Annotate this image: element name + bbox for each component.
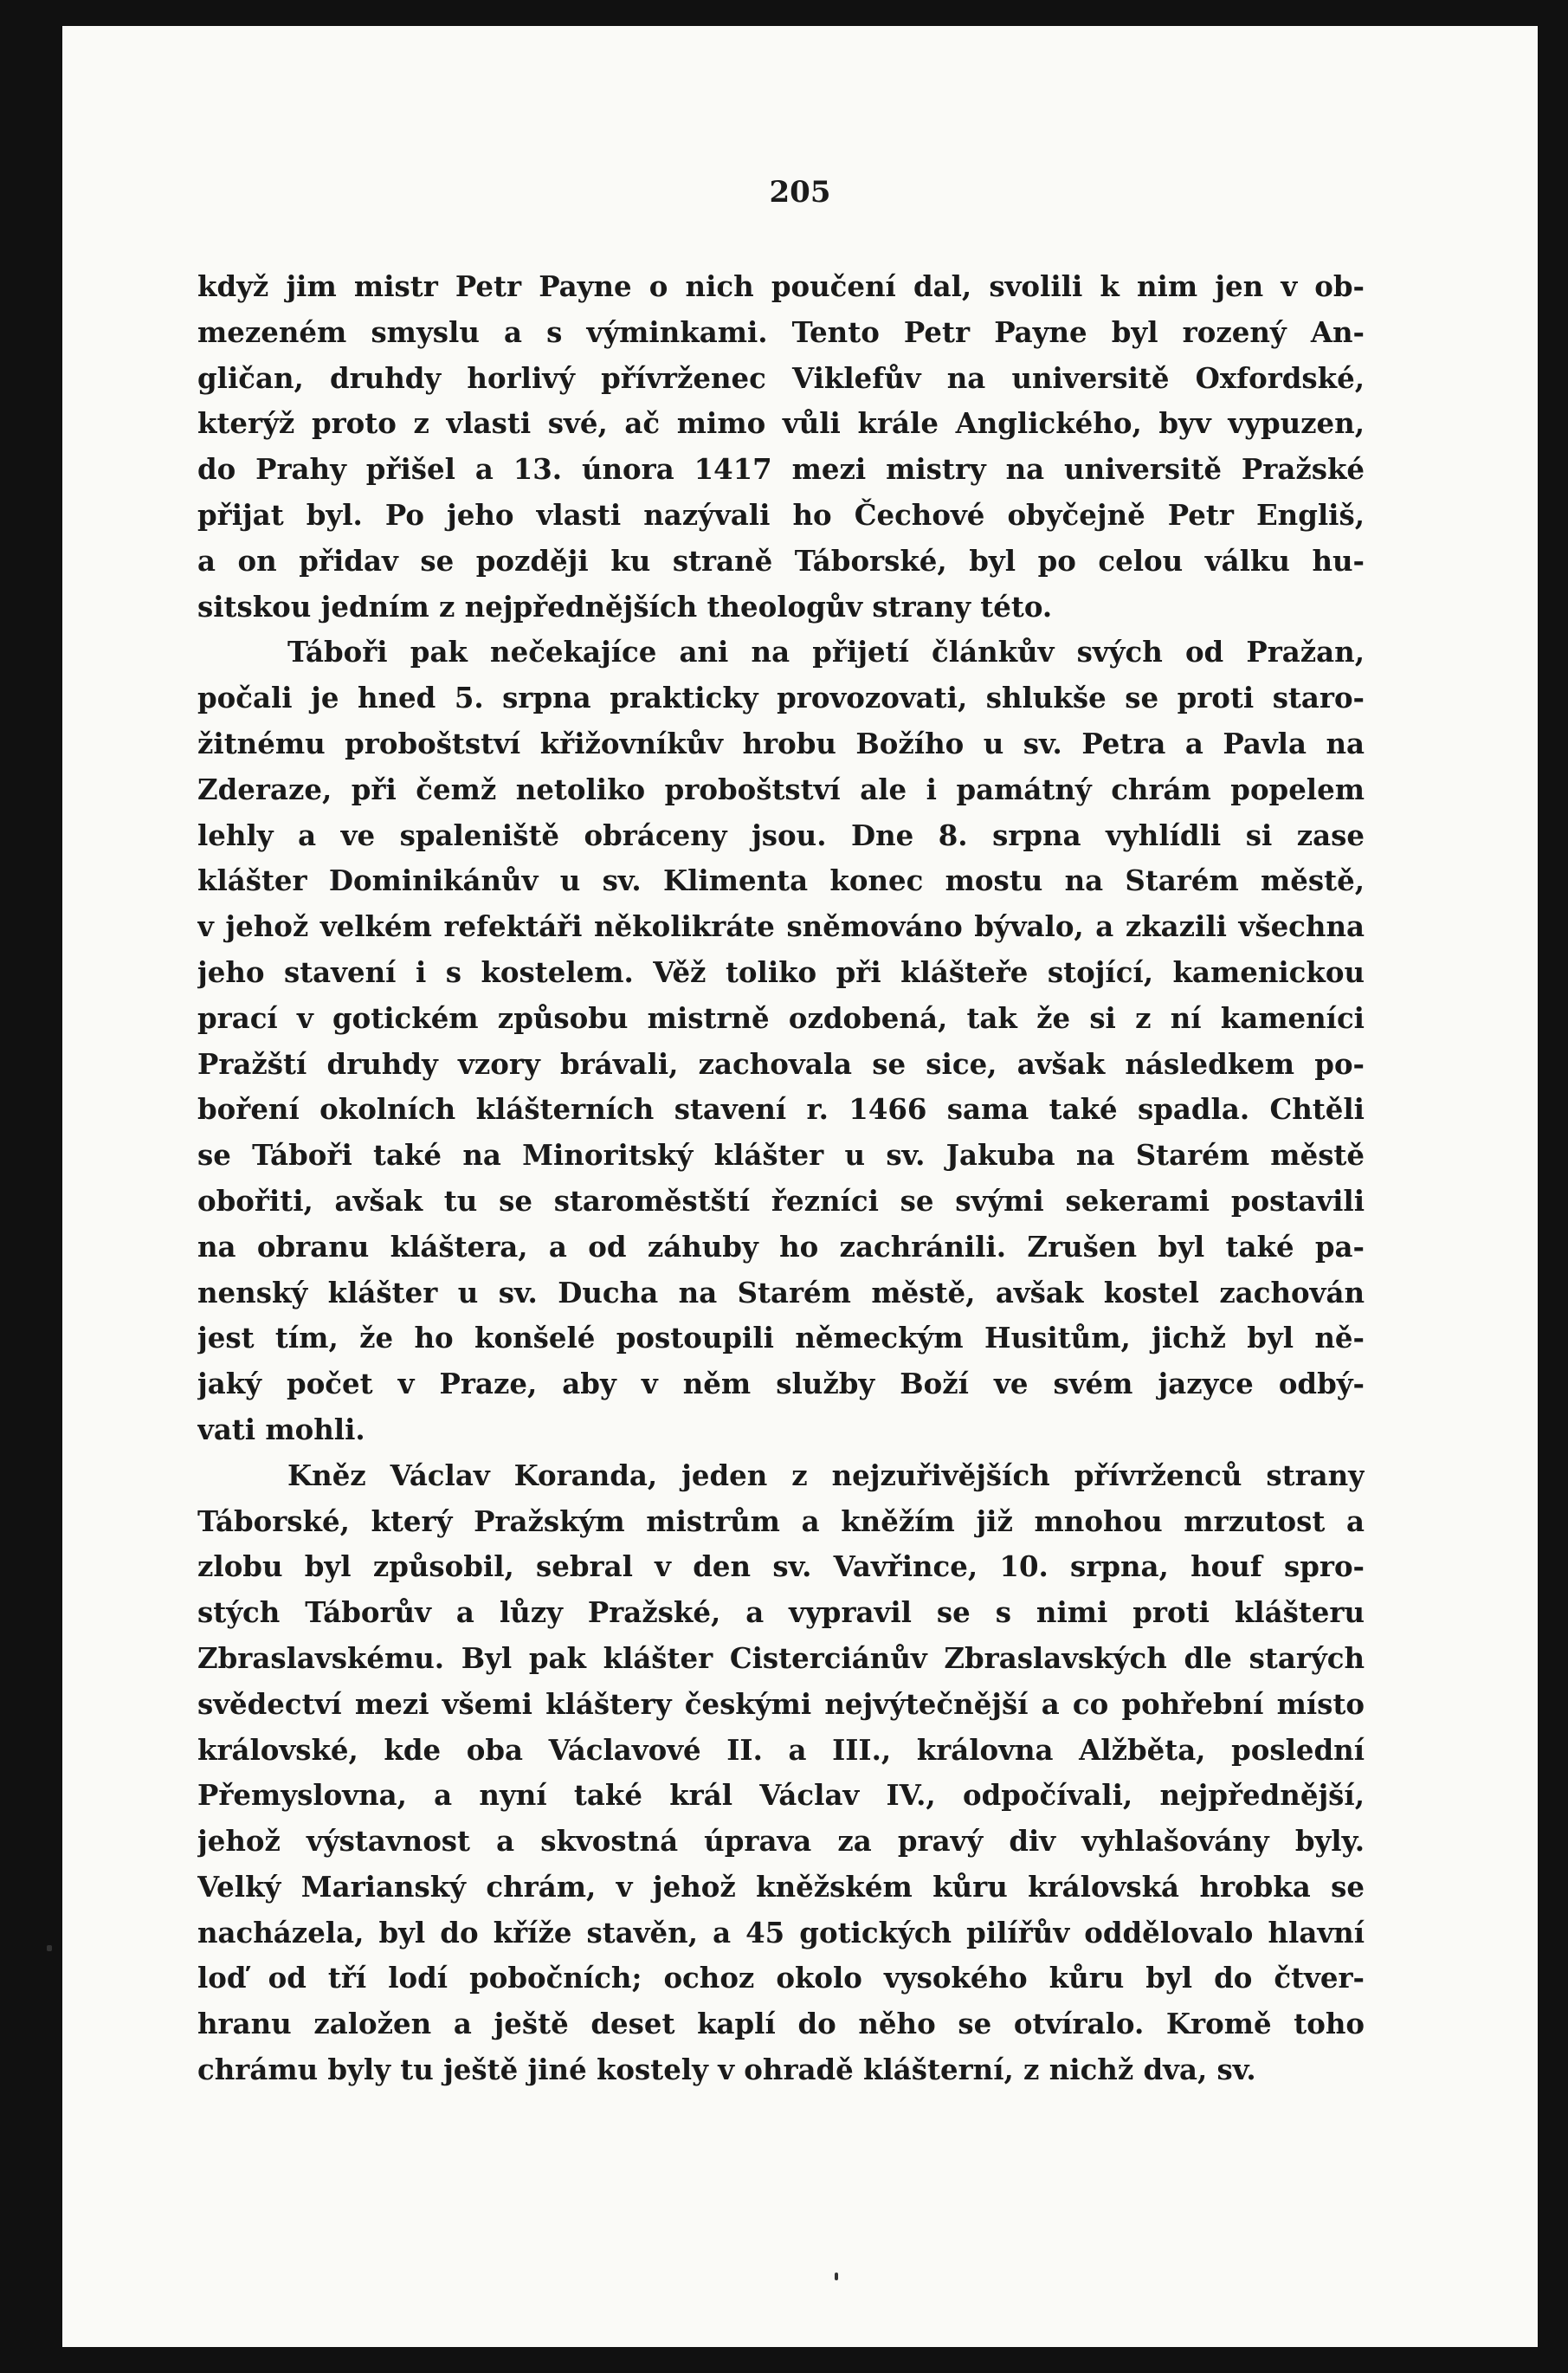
text-line: obořiti, avšak tu se staroměstští řezníci se svými sekerami postavili: [197, 1184, 1365, 1218]
body-text: [197, 264, 1365, 2093]
text-line: boření okolních klášterních stavení r. 1466 sama také spadla. Chtěli: [197, 1093, 1365, 1127]
text-line: Kněz Václav Koranda, jeden z nejzuřivějších přívrženců strany: [287, 1458, 1365, 1492]
text-line: nacházela, byl do kříže stavěn, a 45 gotických pilířův oddělovalo hlavní: [197, 1916, 1365, 1949]
paragraph: [197, 1453, 1365, 2093]
page-number: 205: [769, 175, 831, 210]
text-line: prací v gotickém způsobu mistrně ozdobená, tak že si z ní kameníci: [197, 1001, 1365, 1035]
text-line: sitskou jedním z nejpřednějších theologův strany této.: [197, 590, 1053, 624]
text-line: vati mohli.: [197, 1413, 365, 1446]
text-line: zlobu byl způsobil, sebral v den sv. Vavřince, 10. srpna, houf spro-: [197, 1550, 1365, 1584]
text-line: žitnému proboštství křižovníkův hrobu Božího u sv. Petra a Pavla na: [197, 727, 1365, 760]
text-line: se Táboři také na Minoritský klášter u sv. Jakuba na Starém městě: [197, 1139, 1365, 1173]
text-line: Zbraslavskému. Byl pak klášter Cisterciánův Zbraslavských dle starých: [197, 1641, 1365, 1675]
scan-speck: [47, 1945, 52, 1951]
text-line: královské, kde oba Václavové II. a III., královna Alžběta, poslední: [197, 1733, 1365, 1767]
text-line: Zderaze, při čemž netoliko proboštství ale i památný chrám popelem: [197, 773, 1365, 806]
text-line: lehly a ve spaleniště obráceny jsou. Dne 8. srpna vyhlídli si zase: [197, 818, 1365, 852]
text-line: Táboři pak nečekajíce ani na přijetí článkův svých od Pražan,: [287, 636, 1365, 669]
paragraph: [197, 630, 1365, 1452]
scan-speck: [835, 2273, 838, 2280]
book-page: [62, 26, 1538, 2347]
text-line: a on přidav se později ku straně Táborské, byl po celou válku hu-: [197, 544, 1365, 578]
text-line: v jehož velkém refektáři několikráte sněmováno bývalo, a zkazili všechna: [197, 910, 1365, 944]
text-line: na obranu kláštera, a od záhuby ho zachránili. Zrušen byl také pa-: [197, 1230, 1365, 1264]
paragraph: [197, 264, 1365, 630]
text-line: když jim mistr Petr Payne o nich poučení dal, svolili k nim jen v ob-: [197, 270, 1365, 303]
text-line: stých Táborův a lůzy Pražské, a vypravil se s nimi proti klášteru: [197, 1596, 1365, 1630]
text-line: přijat byl. Po jeho vlasti nazývali ho Čechové obyčejně Petr Engliš,: [197, 498, 1365, 532]
text-line: Velký Marianský chrám, v jehož kněžském kůru královská hrobka se: [197, 1870, 1365, 1904]
text-line: do Prahy přišel a 13. února 1417 mezi mistry na universitě Pražské: [197, 453, 1365, 487]
text-line: Pražští druhdy vzory brávali, zachovala se sice, avšak následkem po-: [197, 1047, 1365, 1081]
text-line: Přemyslovna, a nyní také král Václav IV., odpočívali, nejpřednější,: [197, 1779, 1365, 1813]
text-line: jehož výstavnost a skvostná úprava za pravý div vyhlašovány byly.: [197, 1825, 1365, 1859]
text-line: jaký počet v Praze, aby v něm služby Boží ve svém jazyce odbý-: [197, 1368, 1365, 1401]
text-line: nenský klášter u sv. Ducha na Starém městě, avšak kostel zachován: [197, 1276, 1365, 1309]
text-line: chrámu byly tu ještě jiné kostely v ohradě klášterní, z nichž dva, sv.: [197, 2053, 1256, 2087]
text-line: kterýž proto z vlasti své, ač mimo vůli krále Anglického, byv vypuzen,: [197, 407, 1365, 441]
text-line: hranu založen a ještě deset kaplí do něho se otvíralo. Kromě toho: [197, 2008, 1365, 2041]
text-line: loď od tří lodí pobočních; ochoz okolo vysokého kůru byl do čtver-: [197, 1962, 1365, 1995]
text-line: klášter Dominikánův u sv. Klimenta konec mostu na Starém městě,: [197, 864, 1365, 898]
text-line: mezeném smyslu a s výminkami. Tento Petr Payne byl rozený An-: [197, 315, 1365, 349]
text-line: jest tím, že ho konšelé postoupili německým Husitům, jichž byl ně-: [197, 1322, 1365, 1355]
text-line: Táborské, který Pražským mistrům a kněžím již mnohou mrzutost a: [197, 1504, 1365, 1538]
text-line: gličan, druhdy horlivý přívrženec Viklefův na universitě Oxfordské,: [197, 361, 1365, 395]
text-line: počali je hned 5. srpna prakticky provozovati, shlukše se proti staro-: [197, 682, 1365, 715]
text-line: svědectví mezi všemi kláštery českými nejvýtečnější a co pohřební místo: [197, 1687, 1365, 1721]
text-line: jeho stavení i s kostelem. Věž toliko při klášteře stojící, kamenickou: [197, 955, 1365, 989]
